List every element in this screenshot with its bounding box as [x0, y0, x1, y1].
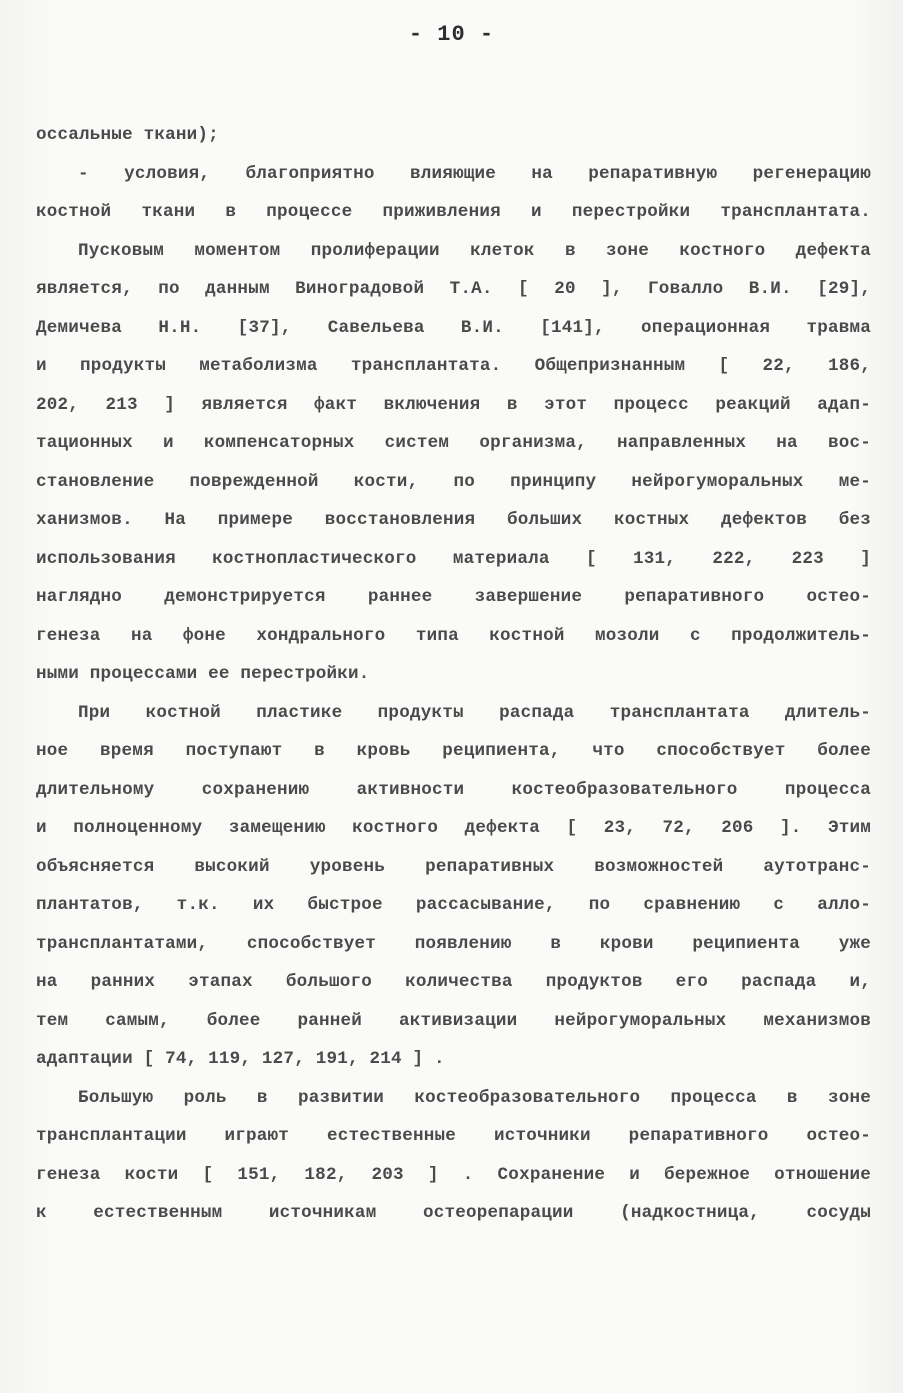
- text-line: оссальные ткани);: [36, 125, 219, 145]
- text-line: генеза на фоне хондрального типа костной мозоли с продолжитель-: [36, 625, 871, 646]
- text-line: использования костнопластического материала [ 131, 222, 223 ]: [36, 548, 871, 569]
- text-line: генеза кости [ 151, 182, 203 ] . Сохранение и бережное отношение: [36, 1164, 871, 1185]
- text-line: объясняется высокий уровень репаративных возможностей аутотранс-: [36, 856, 871, 877]
- text-line: ханизмов. На примере восстановления больших костных дефектов без: [36, 510, 871, 530]
- text-line: и полноценному замещению костного дефекта [ 23, 72, 206 ]. Этим: [36, 818, 871, 838]
- text-line: Пусковым моментом пролиферации клеток в зоне костного дефекта: [78, 240, 871, 261]
- text-line: При костной пластике продукты распада трансплантата длитель-: [78, 702, 871, 723]
- text-line: трансплантатами, способствует появлению в крови реципиента уже: [36, 933, 871, 954]
- text-line: ное время поступают в кровь реципиента, что способствует более: [36, 741, 871, 761]
- text-line: ными процессами ее перестройки.: [36, 664, 370, 684]
- text-line: длительному сохранению активности костеобразовательного процесса: [36, 779, 871, 800]
- text-line: тем самым, более ранней активизации нейрогуморальных механизмов: [36, 1010, 871, 1031]
- text-line: является, по данным Виноградовой Т.А. [ 20 ], Говалло В.И. [29],: [36, 279, 871, 299]
- text-line: костной ткани в процессе приживления и перестройки трансплантата.: [36, 202, 871, 222]
- text-line: плантатов, т.к. их быстрое рассасывание, по сравнению с алло-: [36, 895, 871, 915]
- body-text: [36, 116, 871, 1233]
- text-line: трансплантации играют естественные источники репаративного остео-: [36, 1126, 871, 1146]
- text-line: Большую роль в развитии костеобразовательного процесса в зоне: [78, 1087, 871, 1108]
- text-line: к естественным источникам остеорепарации (надкостница, сосуды: [36, 1203, 871, 1223]
- text-line: на ранних этапах большого количества продуктов его распада и,: [36, 972, 871, 992]
- text-line: Демичева Н.Н. [37], Савельева В.И. [141], операционная травма: [36, 317, 871, 338]
- text-line: адаптации [ 74, 119, 127, 191, 214 ] .: [36, 1049, 445, 1069]
- text-line: и продукты метаболизма трансплантата. Общепризнанным [ 22, 186,: [36, 356, 871, 376]
- text-line: становление поврежденной кости, по принципу нейрогуморальных ме-: [36, 471, 871, 492]
- text-line: тационных и компенсаторных систем организма, направленных на вос-: [36, 433, 871, 453]
- text-line: наглядно демонстрируется раннее завершение репаративного остео-: [36, 587, 871, 607]
- text-line: - условия, благоприятно влияющие на репаративную регенерацию: [78, 163, 871, 184]
- text-line: 202, 213 ] является факт включения в этот процесс реакций адап-: [36, 394, 871, 415]
- page-number: - 10 -: [408, 22, 495, 47]
